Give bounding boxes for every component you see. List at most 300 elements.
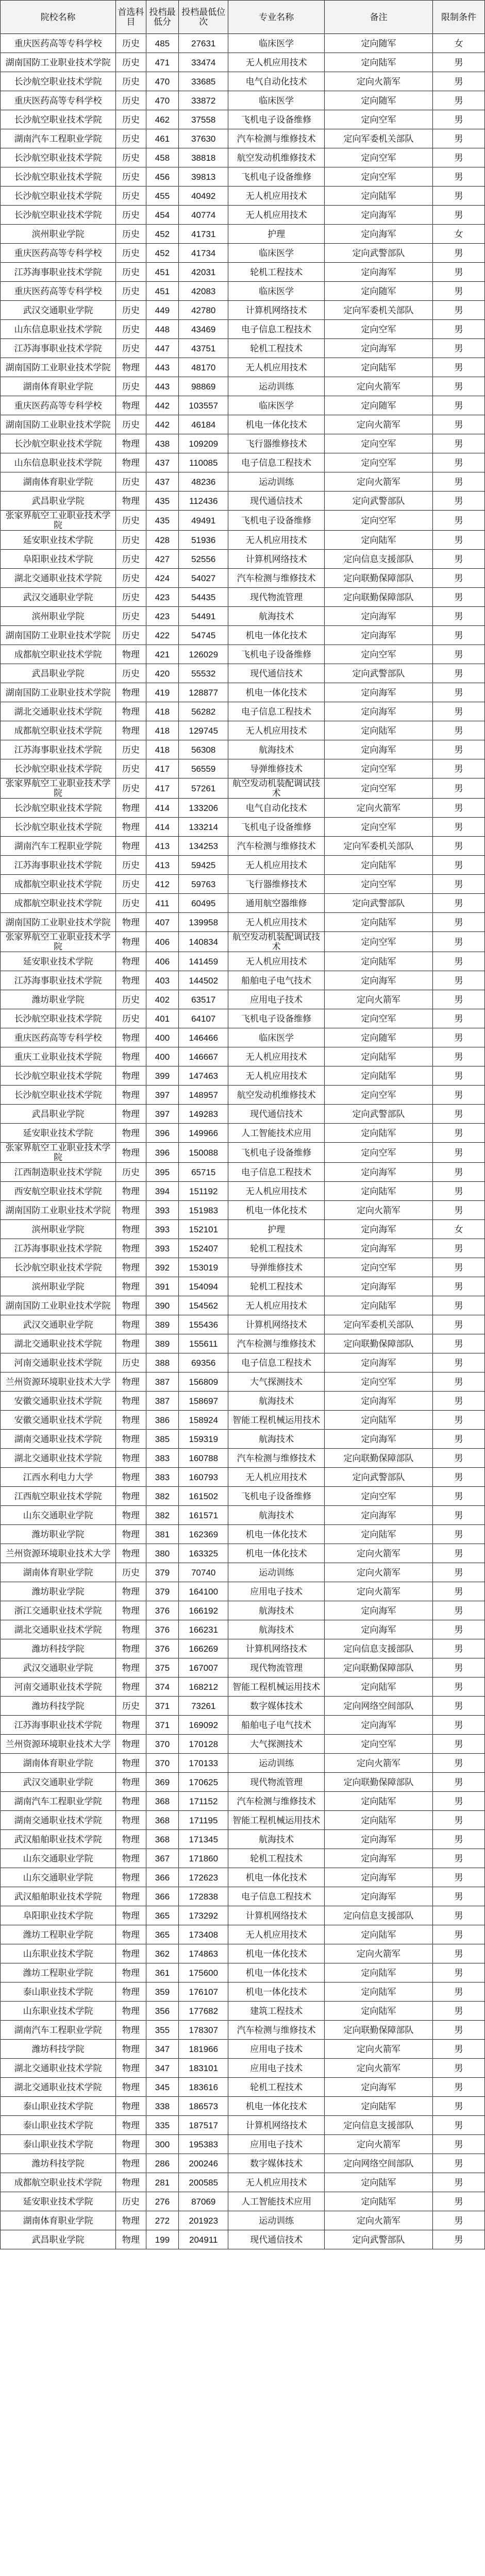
cell-major: 运动训练 bbox=[228, 377, 325, 396]
cell-subject: 物理 bbox=[116, 1677, 146, 1697]
cell-subject: 物理 bbox=[116, 1773, 146, 1792]
table-row bbox=[1, 1544, 485, 1563]
cell-subject: 物理 bbox=[116, 1639, 146, 1658]
cell-subject: 历史 bbox=[116, 320, 146, 339]
cell-min-score: 385 bbox=[146, 1430, 179, 1449]
cell-school: 武汉交通职业学院 bbox=[1, 1658, 116, 1677]
cell-note: 定向军委机关部队 bbox=[324, 1315, 432, 1334]
cell-limit: 男 bbox=[432, 2154, 484, 2173]
cell-note: 定向海军 bbox=[324, 339, 432, 358]
cell-limit: 男 bbox=[432, 1047, 484, 1066]
table-row bbox=[1, 434, 485, 453]
cell-school: 长沙航空职业技术学院 bbox=[1, 206, 116, 225]
cell-limit: 男 bbox=[432, 129, 484, 148]
cell-note: 定向火箭军 bbox=[324, 415, 432, 434]
table-row bbox=[1, 799, 485, 818]
cell-limit: 男 bbox=[432, 531, 484, 550]
table-row bbox=[1, 1773, 485, 1792]
cell-min-rank: 173292 bbox=[179, 1906, 228, 1925]
cell-note: 定向火箭军 bbox=[324, 990, 432, 1009]
table-row bbox=[1, 1830, 485, 1849]
cell-subject: 物理 bbox=[116, 453, 146, 472]
table-row bbox=[1, 1028, 485, 1047]
cell-major: 飞机电子设备维修 bbox=[228, 645, 325, 664]
cell-school: 兰州资源环境职业技术大学 bbox=[1, 1372, 116, 1392]
cell-subject: 物理 bbox=[116, 1334, 146, 1353]
cell-major: 人工智能技术应用 bbox=[228, 1124, 325, 1143]
cell-min-score: 401 bbox=[146, 1009, 179, 1028]
cell-min-rank: 43751 bbox=[179, 339, 228, 358]
cell-limit: 男 bbox=[432, 1944, 484, 1963]
cell-school: 潍坊工程职业学院 bbox=[1, 1963, 116, 1982]
table-row bbox=[1, 550, 485, 569]
cell-subject: 历史 bbox=[116, 129, 146, 148]
cell-school: 湖南汽车工程职业学院 bbox=[1, 837, 116, 856]
cell-min-rank: 98869 bbox=[179, 377, 228, 396]
cell-min-score: 370 bbox=[146, 1735, 179, 1754]
cell-subject: 历史 bbox=[116, 550, 146, 569]
cell-major: 无人机应用技术 bbox=[228, 856, 325, 875]
cell-limit: 男 bbox=[432, 53, 484, 72]
table-row bbox=[1, 2059, 485, 2078]
cell-major: 大气探测技术 bbox=[228, 1735, 325, 1754]
cell-major: 船舶电子电气技术 bbox=[228, 971, 325, 990]
cell-min-score: 396 bbox=[146, 1143, 179, 1163]
cell-min-rank: 129745 bbox=[179, 721, 228, 740]
cell-min-score: 388 bbox=[146, 1353, 179, 1372]
cell-major: 智能工程机械运用技术 bbox=[228, 1411, 325, 1430]
cell-subject: 物理 bbox=[116, 1620, 146, 1639]
table-row bbox=[1, 2040, 485, 2059]
cell-major: 电气自动化技术 bbox=[228, 799, 325, 818]
cell-min-score: 417 bbox=[146, 778, 179, 799]
cell-limit: 女 bbox=[432, 1220, 484, 1239]
cell-major: 航空发动机装配调试技术 bbox=[228, 932, 325, 952]
cell-min-rank: 151983 bbox=[179, 1201, 228, 1220]
cell-limit: 男 bbox=[432, 472, 484, 492]
cell-subject: 物理 bbox=[116, 799, 146, 818]
cell-major: 轮机工程技术 bbox=[228, 263, 325, 282]
cell-subject: 历史 bbox=[116, 740, 146, 759]
cell-major: 机电一体化技术 bbox=[228, 1868, 325, 1887]
cell-min-rank: 201923 bbox=[179, 2211, 228, 2230]
cell-major: 无人机应用技术 bbox=[228, 358, 325, 377]
cell-subject: 物理 bbox=[116, 1201, 146, 1220]
cell-limit: 男 bbox=[432, 2116, 484, 2135]
table-row bbox=[1, 1353, 485, 1372]
cell-min-rank: 149966 bbox=[179, 1124, 228, 1143]
cell-note: 定向联勤保障部队 bbox=[324, 1334, 432, 1353]
cell-min-score: 393 bbox=[146, 1201, 179, 1220]
table-row bbox=[1, 358, 485, 377]
cell-subject: 物理 bbox=[116, 1315, 146, 1334]
cell-school: 长沙航空职业技术学院 bbox=[1, 818, 116, 837]
cell-major: 机电一体化技术 bbox=[228, 1525, 325, 1544]
cell-limit: 男 bbox=[432, 818, 484, 837]
table-row bbox=[1, 377, 485, 396]
cell-school: 长沙航空职业技术学院 bbox=[1, 72, 116, 91]
cell-note: 定向空军 bbox=[324, 1143, 432, 1163]
cell-subject: 历史 bbox=[116, 664, 146, 683]
cell-min-rank: 170128 bbox=[179, 1735, 228, 1754]
cell-major: 运动训练 bbox=[228, 1563, 325, 1582]
cell-min-score: 414 bbox=[146, 818, 179, 837]
table-row bbox=[1, 740, 485, 759]
cell-subject: 历史 bbox=[116, 1697, 146, 1716]
cell-note: 定向空军 bbox=[324, 1258, 432, 1277]
cell-note: 定向空军 bbox=[324, 818, 432, 837]
cell-note: 定向武警部队 bbox=[324, 664, 432, 683]
cell-note: 定向陆军 bbox=[324, 187, 432, 206]
cell-note: 定向火箭军 bbox=[324, 1563, 432, 1582]
cell-major: 数字媒体技术 bbox=[228, 1697, 325, 1716]
table-row bbox=[1, 1792, 485, 1811]
cell-school: 江西水利电力大学 bbox=[1, 1468, 116, 1487]
cell-limit: 男 bbox=[432, 1143, 484, 1163]
cell-major: 飞行器维修技术 bbox=[228, 875, 325, 894]
table-row bbox=[1, 1296, 485, 1315]
cell-school: 长沙航空职业技术学院 bbox=[1, 187, 116, 206]
cell-subject: 历史 bbox=[116, 569, 146, 588]
cell-limit: 男 bbox=[432, 1449, 484, 1468]
cell-note: 定向空军 bbox=[324, 320, 432, 339]
cell-min-score: 400 bbox=[146, 1047, 179, 1066]
cell-major: 计算机网络技术 bbox=[228, 301, 325, 320]
cell-subject: 历史 bbox=[116, 72, 146, 91]
cell-subject: 历史 bbox=[116, 225, 146, 244]
header-note: 备注 bbox=[324, 1, 432, 34]
cell-note: 定向陆军 bbox=[324, 856, 432, 875]
cell-min-rank: 64107 bbox=[179, 1009, 228, 1028]
cell-min-score: 392 bbox=[146, 1258, 179, 1277]
cell-limit: 男 bbox=[432, 1487, 484, 1506]
cell-major: 轮机工程技术 bbox=[228, 1239, 325, 1258]
cell-limit: 男 bbox=[432, 1201, 484, 1220]
cell-school: 江苏海事职业技术学院 bbox=[1, 1716, 116, 1735]
cell-major: 机电一体化技术 bbox=[228, 2097, 325, 2116]
cell-min-rank: 195383 bbox=[179, 2135, 228, 2154]
cell-subject: 物理 bbox=[116, 1849, 146, 1868]
cell-major: 机电一体化技术 bbox=[228, 1544, 325, 1563]
cell-limit: 男 bbox=[432, 1773, 484, 1792]
cell-limit: 男 bbox=[432, 1868, 484, 1887]
cell-school: 湖南国防工业职业技术学院 bbox=[1, 1296, 116, 1315]
cell-min-score: 391 bbox=[146, 1277, 179, 1296]
cell-limit: 女 bbox=[432, 225, 484, 244]
table-row bbox=[1, 206, 485, 225]
header-subject: 首选科目 bbox=[116, 1, 146, 34]
cell-major: 轮机工程技术 bbox=[228, 1849, 325, 1868]
cell-note: 定向海军 bbox=[324, 702, 432, 721]
cell-school: 潍坊科技学院 bbox=[1, 1639, 116, 1658]
cell-school: 湖南汽车工程职业学院 bbox=[1, 129, 116, 148]
cell-major: 运动训练 bbox=[228, 1754, 325, 1773]
cell-major: 飞行器维修技术 bbox=[228, 434, 325, 453]
cell-limit: 男 bbox=[432, 492, 484, 511]
cell-school: 武汉交通职业学院 bbox=[1, 588, 116, 607]
cell-major: 无人机应用技术 bbox=[228, 913, 325, 932]
cell-note: 定向网络空间部队 bbox=[324, 1697, 432, 1716]
cell-limit: 男 bbox=[432, 206, 484, 225]
cell-min-score: 387 bbox=[146, 1392, 179, 1411]
table-row bbox=[1, 1372, 485, 1392]
cell-limit: 男 bbox=[432, 721, 484, 740]
cell-limit: 男 bbox=[432, 569, 484, 588]
table-row bbox=[1, 588, 485, 607]
cell-note: 定向火箭军 bbox=[324, 2135, 432, 2154]
cell-min-score: 427 bbox=[146, 550, 179, 569]
header-major: 专业名称 bbox=[228, 1, 325, 34]
cell-min-rank: 134253 bbox=[179, 837, 228, 856]
cell-note: 定向火箭军 bbox=[324, 72, 432, 91]
cell-min-rank: 170625 bbox=[179, 1773, 228, 1792]
cell-note: 定向军委机关部队 bbox=[324, 129, 432, 148]
cell-min-rank: 57261 bbox=[179, 778, 228, 799]
cell-min-score: 422 bbox=[146, 626, 179, 645]
cell-major: 飞机电子设备维修 bbox=[228, 1009, 325, 1028]
cell-limit: 男 bbox=[432, 434, 484, 453]
cell-min-score: 397 bbox=[146, 1086, 179, 1105]
cell-note: 定向空军 bbox=[324, 875, 432, 894]
cell-major: 电子信息工程技术 bbox=[228, 1163, 325, 1182]
cell-note: 定向陆军 bbox=[324, 913, 432, 932]
cell-min-rank: 175600 bbox=[179, 1963, 228, 1982]
cell-min-score: 448 bbox=[146, 320, 179, 339]
cell-subject: 历史 bbox=[116, 588, 146, 607]
cell-note: 定向空军 bbox=[324, 511, 432, 531]
cell-min-score: 437 bbox=[146, 472, 179, 492]
cell-school: 江苏海事职业技术学院 bbox=[1, 1239, 116, 1258]
table-row bbox=[1, 1620, 485, 1639]
cell-major: 临床医学 bbox=[228, 282, 325, 301]
cell-limit: 男 bbox=[432, 396, 484, 415]
cell-note: 定向海军 bbox=[324, 1430, 432, 1449]
cell-min-rank: 161571 bbox=[179, 1506, 228, 1525]
cell-note: 定向海军 bbox=[324, 1163, 432, 1182]
cell-note: 定向火箭军 bbox=[324, 799, 432, 818]
cell-major: 计算机网络技术 bbox=[228, 2116, 325, 2135]
cell-limit: 男 bbox=[432, 913, 484, 932]
cell-min-score: 407 bbox=[146, 913, 179, 932]
cell-major: 现代通信技术 bbox=[228, 492, 325, 511]
cell-subject: 物理 bbox=[116, 1735, 146, 1754]
cell-min-score: 370 bbox=[146, 1754, 179, 1773]
cell-min-score: 368 bbox=[146, 1792, 179, 1811]
cell-note: 定向信息支援部队 bbox=[324, 1639, 432, 1658]
cell-subject: 物理 bbox=[116, 1182, 146, 1201]
cell-note: 定向海军 bbox=[324, 607, 432, 626]
cell-major: 应用电子技术 bbox=[228, 2135, 325, 2154]
cell-min-rank: 146667 bbox=[179, 1047, 228, 1066]
cell-school: 浙江交通职业技术学院 bbox=[1, 1601, 116, 1620]
cell-major: 电子信息工程技术 bbox=[228, 320, 325, 339]
cell-min-score: 359 bbox=[146, 1982, 179, 2002]
cell-min-score: 454 bbox=[146, 206, 179, 225]
cell-limit: 男 bbox=[432, 778, 484, 799]
cell-subject: 物理 bbox=[116, 1544, 146, 1563]
cell-note: 定向海军 bbox=[324, 1353, 432, 1372]
cell-major: 轮机工程技术 bbox=[228, 1277, 325, 1296]
cell-subject: 物理 bbox=[116, 1143, 146, 1163]
table-row bbox=[1, 2021, 485, 2040]
cell-min-rank: 43469 bbox=[179, 320, 228, 339]
cell-school: 湖北交通职业技术学院 bbox=[1, 702, 116, 721]
table-row bbox=[1, 856, 485, 875]
cell-min-rank: 52556 bbox=[179, 550, 228, 569]
cell-min-rank: 70740 bbox=[179, 1563, 228, 1582]
cell-min-rank: 33872 bbox=[179, 91, 228, 110]
cell-note: 定向陆军 bbox=[324, 1677, 432, 1697]
cell-subject: 物理 bbox=[116, 721, 146, 740]
cell-note: 定向空军 bbox=[324, 167, 432, 187]
cell-limit: 男 bbox=[432, 1697, 484, 1716]
cell-subject: 历史 bbox=[116, 1163, 146, 1182]
cell-min-rank: 170133 bbox=[179, 1754, 228, 1773]
cell-major: 智能工程机械运用技术 bbox=[228, 1677, 325, 1697]
cell-school: 潍坊工程职业学院 bbox=[1, 1925, 116, 1944]
cell-major: 电子信息工程技术 bbox=[228, 1887, 325, 1906]
table-row bbox=[1, 282, 485, 301]
cell-school: 长沙航空职业技术学院 bbox=[1, 1066, 116, 1086]
cell-subject: 历史 bbox=[116, 1353, 146, 1372]
cell-school: 滨州职业学院 bbox=[1, 1220, 116, 1239]
cell-note: 定向海军 bbox=[324, 2078, 432, 2097]
table-row bbox=[1, 1182, 485, 1201]
cell-min-score: 411 bbox=[146, 894, 179, 913]
cell-min-rank: 33685 bbox=[179, 72, 228, 91]
cell-major: 现代物流管理 bbox=[228, 1658, 325, 1677]
cell-limit: 男 bbox=[432, 1411, 484, 1430]
cell-subject: 历史 bbox=[116, 894, 146, 913]
cell-min-score: 355 bbox=[146, 2021, 179, 2040]
cell-limit: 男 bbox=[432, 1677, 484, 1697]
cell-limit: 男 bbox=[432, 511, 484, 531]
cell-subject: 物理 bbox=[116, 2230, 146, 2249]
cell-subject: 物理 bbox=[116, 1982, 146, 2002]
cell-subject: 物理 bbox=[116, 434, 146, 453]
table-row bbox=[1, 34, 485, 53]
cell-min-score: 470 bbox=[146, 91, 179, 110]
cell-major: 计算机网络技术 bbox=[228, 1315, 325, 1334]
cell-min-score: 442 bbox=[146, 396, 179, 415]
cell-school: 湖南国防工业职业技术学院 bbox=[1, 626, 116, 645]
cell-school: 西安航空职业技术学院 bbox=[1, 1182, 116, 1201]
cell-subject: 物理 bbox=[116, 1028, 146, 1047]
cell-min-rank: 187517 bbox=[179, 2116, 228, 2135]
table-row bbox=[1, 1697, 485, 1716]
cell-note: 定向随军 bbox=[324, 91, 432, 110]
table-row bbox=[1, 1754, 485, 1773]
cell-subject: 物理 bbox=[116, 837, 146, 856]
table-row bbox=[1, 1716, 485, 1735]
cell-limit: 男 bbox=[432, 72, 484, 91]
cell-min-rank: 186573 bbox=[179, 2097, 228, 2116]
cell-subject: 历史 bbox=[116, 531, 146, 550]
cell-major: 航海技术 bbox=[228, 740, 325, 759]
cell-min-score: 435 bbox=[146, 492, 179, 511]
cell-school: 长沙航空职业技术学院 bbox=[1, 1258, 116, 1277]
cell-limit: 男 bbox=[432, 702, 484, 721]
cell-min-score: 371 bbox=[146, 1697, 179, 1716]
cell-school: 江西制造职业技术学院 bbox=[1, 1163, 116, 1182]
cell-min-score: 383 bbox=[146, 1449, 179, 1468]
cell-subject: 物理 bbox=[116, 1220, 146, 1239]
cell-major: 电气自动化技术 bbox=[228, 72, 325, 91]
cell-note: 定向陆军 bbox=[324, 2173, 432, 2192]
table-row bbox=[1, 1468, 485, 1487]
cell-note: 定向陆军 bbox=[324, 1792, 432, 1811]
cell-min-score: 414 bbox=[146, 799, 179, 818]
cell-min-rank: 152101 bbox=[179, 1220, 228, 1239]
cell-limit: 男 bbox=[432, 1982, 484, 2002]
table-row bbox=[1, 932, 485, 952]
cell-school: 张家界航空工业职业技术学院 bbox=[1, 778, 116, 799]
cell-limit: 男 bbox=[432, 1887, 484, 1906]
cell-major: 无人机应用技术 bbox=[228, 1066, 325, 1086]
cell-subject: 历史 bbox=[116, 856, 146, 875]
table-row bbox=[1, 1009, 485, 1028]
cell-school: 张家界航空工业职业技术学院 bbox=[1, 932, 116, 952]
cell-school: 重庆医药高等专科学校 bbox=[1, 91, 116, 110]
cell-note: 定向武警部队 bbox=[324, 492, 432, 511]
cell-school: 兰州资源环境职业技术大学 bbox=[1, 1544, 116, 1563]
cell-note: 定向陆军 bbox=[324, 1925, 432, 1944]
cell-subject: 历史 bbox=[116, 759, 146, 778]
cell-school: 长沙航空职业技术学院 bbox=[1, 759, 116, 778]
cell-min-rank: 63517 bbox=[179, 990, 228, 1009]
cell-major: 无人机应用技术 bbox=[228, 1047, 325, 1066]
cell-min-score: 345 bbox=[146, 2078, 179, 2097]
cell-min-score: 376 bbox=[146, 1639, 179, 1658]
cell-school: 湖北交通职业技术学院 bbox=[1, 1449, 116, 1468]
cell-subject: 历史 bbox=[116, 472, 146, 492]
cell-min-score: 452 bbox=[146, 225, 179, 244]
cell-school: 阜阳职业技术学院 bbox=[1, 1906, 116, 1925]
table-row bbox=[1, 875, 485, 894]
cell-note: 定向空军 bbox=[324, 1372, 432, 1392]
cell-note: 定向空军 bbox=[324, 1735, 432, 1754]
table-row bbox=[1, 1982, 485, 2002]
cell-min-score: 419 bbox=[146, 683, 179, 702]
table-row bbox=[1, 2173, 485, 2192]
cell-min-score: 470 bbox=[146, 72, 179, 91]
cell-note: 定向空军 bbox=[324, 1086, 432, 1105]
cell-school: 长沙航空职业技术学院 bbox=[1, 110, 116, 129]
cell-min-score: 375 bbox=[146, 1658, 179, 1677]
cell-subject: 物理 bbox=[116, 1047, 146, 1066]
cell-note: 定向陆军 bbox=[324, 358, 432, 377]
cell-min-score: 395 bbox=[146, 1163, 179, 1182]
cell-subject: 物理 bbox=[116, 1487, 146, 1506]
cell-subject: 物理 bbox=[116, 1411, 146, 1430]
cell-min-score: 412 bbox=[146, 875, 179, 894]
cell-subject: 历史 bbox=[116, 778, 146, 799]
table-row bbox=[1, 2097, 485, 2116]
table-row bbox=[1, 1506, 485, 1525]
cell-min-rank: 39813 bbox=[179, 167, 228, 187]
cell-school: 安徽交通职业技术学院 bbox=[1, 1392, 116, 1411]
cell-note: 定向空军 bbox=[324, 759, 432, 778]
table-row bbox=[1, 511, 485, 531]
cell-min-score: 383 bbox=[146, 1468, 179, 1487]
cell-major: 飞机电子设备维修 bbox=[228, 511, 325, 531]
cell-major: 飞机电子设备维修 bbox=[228, 167, 325, 187]
cell-subject: 物理 bbox=[116, 492, 146, 511]
cell-min-rank: 177682 bbox=[179, 2002, 228, 2021]
cell-min-rank: 110085 bbox=[179, 453, 228, 472]
table-row bbox=[1, 2116, 485, 2135]
cell-min-rank: 59763 bbox=[179, 875, 228, 894]
